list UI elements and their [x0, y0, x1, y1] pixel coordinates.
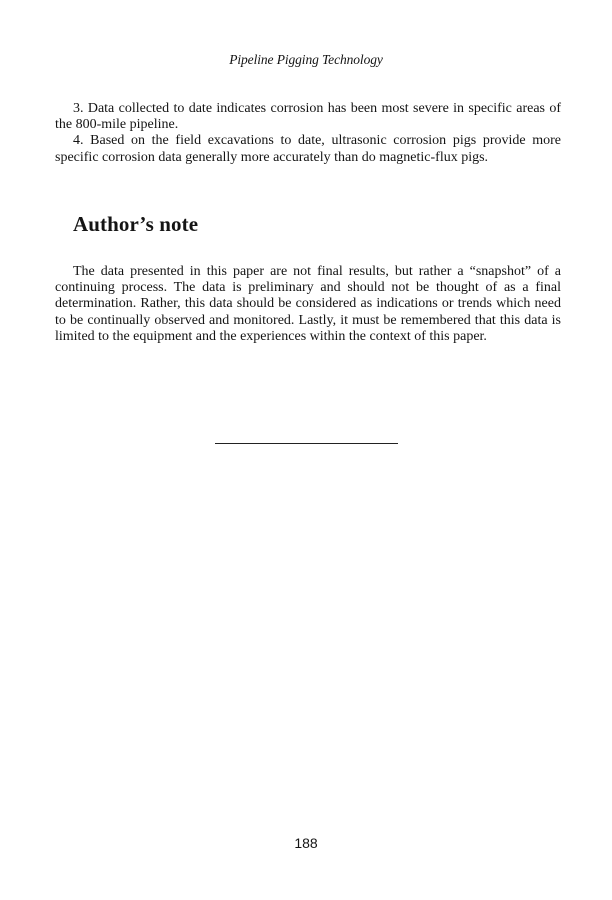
list-item-4: 4. Based on the field excavations to date, ultrasonic corrosion pigs provide more specific corrosion data generally more accurately than do magnetic-flux pigs.	[55, 133, 561, 165]
conclusions-list	[55, 101, 561, 166]
section-heading: Author’s note	[73, 212, 199, 236]
author-note	[55, 264, 561, 345]
running-head: Pipeline Pigging Technology	[229, 52, 383, 67]
list-item-3: 3. Data collected to date indicates corrosion has been most severe in specific areas of the 800-mile pipeline.	[55, 101, 561, 133]
end-of-chapter-rule	[215, 443, 398, 444]
author-note-paragraph: The data presented in this paper are not final results, but rather a “snapshot” of a continuing process. The data is preliminary and should not be thought of as a final determination. Rather, this data should be considered as indications or trends which need to be continually observed and monitored. Lastly, it must be remembered that this data is limited to the equipment and the experiences within the context of this paper.	[55, 264, 561, 344]
page-number: 188	[294, 835, 318, 851]
